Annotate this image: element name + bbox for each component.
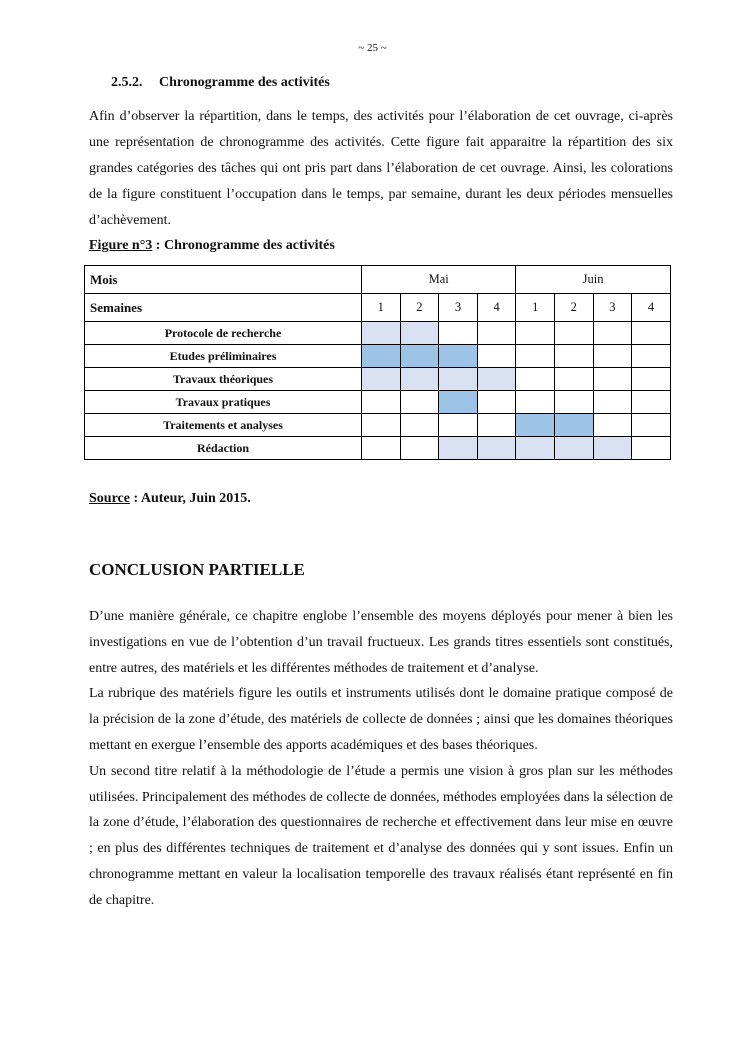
gantt-cell-empty	[362, 414, 401, 437]
gantt-cell-filled	[477, 437, 516, 460]
gantt-cell-empty	[632, 345, 671, 368]
week-header: 1	[516, 294, 555, 322]
conclusion-paragraph: La rubrique des matériels figure les outils et instruments utilisés dont le domaine pratique composé de la précision de la zone d’étude, des matériels de collecte de données ; ainsi que les domaines théoriques mettant en exergue l’ensemble des apports académiques et des bases théoriques.	[89, 686, 673, 753]
gantt-cell-empty	[477, 414, 516, 437]
gantt-task-row	[85, 437, 671, 460]
task-name: Travaux théoriques	[85, 368, 362, 391]
gantt-cell-empty	[477, 391, 516, 414]
figure-caption	[89, 238, 335, 254]
gantt-cell-empty	[477, 345, 516, 368]
conclusion-title: CONCLUSION PARTIELLE	[89, 560, 305, 579]
month-mai: Mai	[362, 266, 516, 294]
gantt-task-row	[85, 345, 671, 368]
intro-paragraph: Afin d’observer la répartition, dans le temps, des activités pour l’élaboration de cet ouvrage, ci-après une représentation de chronogramme des activités. Cette figure fait apparaitre la répartition des six grandes catégories des tâches qui ont pris part dans l’élaboration de cet ouvrage. Ainsi, les colorations de la figure constituent l’occupation dans le temps, par semaine, durant les deux périodes mensuelles d’achèvement.	[89, 109, 673, 228]
gantt-task-row	[85, 414, 671, 437]
week-header: 3	[593, 294, 632, 322]
gantt-cell-empty	[439, 322, 478, 345]
week-header: 4	[477, 294, 516, 322]
source-text: : Auteur, Juin 2015.	[129, 491, 251, 506]
page-number: ~ 25 ~	[358, 42, 387, 54]
week-header: 1	[362, 294, 401, 322]
gantt-cell-empty	[554, 391, 593, 414]
gantt-cell-empty	[593, 368, 632, 391]
section-heading	[111, 75, 330, 91]
gantt-cell-empty	[554, 368, 593, 391]
weeks-label: Semaines	[85, 294, 362, 322]
gantt-cell-empty	[516, 391, 555, 414]
gantt-cell-empty	[632, 437, 671, 460]
figure-label: Figure n°3	[89, 238, 153, 253]
months-label: Mois	[85, 266, 362, 294]
week-header: 2	[400, 294, 439, 322]
gantt-cell-empty	[632, 414, 671, 437]
gantt-cell-empty	[516, 322, 555, 345]
figure-caption-text: : Chronogramme des activités	[152, 238, 335, 253]
week-header: 3	[439, 294, 478, 322]
gantt-cell-empty	[400, 414, 439, 437]
gantt-cell-empty	[593, 414, 632, 437]
section-title: Chronogramme des activités	[159, 75, 330, 90]
week-header: 2	[554, 294, 593, 322]
task-name: Etudes préliminaires	[85, 345, 362, 368]
task-name: Rédaction	[85, 437, 362, 460]
conclusion-body	[89, 604, 673, 914]
gantt-cell-empty	[593, 391, 632, 414]
gantt-cell-filled	[362, 368, 401, 391]
gantt-task-row	[85, 322, 671, 345]
gantt-cell-filled	[400, 368, 439, 391]
gantt-cell-filled	[362, 345, 401, 368]
gantt-cell-empty	[362, 437, 401, 460]
gantt-cell-filled	[362, 322, 401, 345]
section-number: 2.5.2.	[111, 75, 143, 90]
weeks-row	[85, 294, 671, 322]
gantt-cell-filled	[439, 437, 478, 460]
gantt-cell-empty	[439, 414, 478, 437]
gantt-cell-filled	[400, 345, 439, 368]
gantt-cell-empty	[554, 322, 593, 345]
gantt-cell-empty	[362, 391, 401, 414]
gantt-cell-filled	[477, 368, 516, 391]
gantt-cell-empty	[400, 437, 439, 460]
gantt-task-row	[85, 368, 671, 391]
gantt-cell-filled	[516, 437, 555, 460]
gantt-chart-table	[84, 265, 671, 460]
gantt-cell-empty	[593, 322, 632, 345]
gantt-cell-filled	[554, 414, 593, 437]
gantt-cell-empty	[400, 391, 439, 414]
gantt-cell-filled	[439, 345, 478, 368]
gantt-cell-empty	[593, 345, 632, 368]
week-header: 4	[632, 294, 671, 322]
gantt-task-row	[85, 391, 671, 414]
months-row	[85, 266, 671, 294]
gantt-cell-filled	[400, 322, 439, 345]
source-label: Source	[89, 491, 130, 506]
month-juin: Juin	[516, 266, 670, 294]
gantt-cell-filled	[516, 414, 555, 437]
gantt-cell-empty	[516, 345, 555, 368]
gantt-cell-empty	[632, 391, 671, 414]
gantt-cell-filled	[593, 437, 632, 460]
source-line	[89, 491, 251, 507]
gantt-cell-empty	[632, 368, 671, 391]
task-name: Traitements et analyses	[85, 414, 362, 437]
gantt-cell-empty	[632, 322, 671, 345]
conclusion-paragraph: Un second titre relatif à la méthodologie de l’étude a permis une vision à gros plan sur les méthodes utilisées. Principalement des méthodes de collecte de données, méthodes employées dans la sélection de la zone d’étude, l’élaboration des questionnaires de recherche et effectivement dans leur mise en œuvre ; en plus des différentes techniques de traitement et d’analyse des données qui y sont issues. Enfin un chronogramme mettant en valeur la localisation temporelle des travaux réalisés étant représenté en fin de chapitre.	[89, 763, 673, 908]
task-name: Protocole de recherche	[85, 322, 362, 345]
conclusion-paragraph: D’une manière générale, ce chapitre englobe l’ensemble des moyens déployés pour mener à bien les investigations en vue de l’obtention d’un travail fructueux. Les grands titres essentiels sont constitués, entre autres, des matériels et les différentes méthodes de traitement et d’analyse.	[89, 609, 673, 676]
gantt-cell-empty	[554, 345, 593, 368]
task-name: Travaux pratiques	[85, 391, 362, 414]
gantt-cell-empty	[516, 368, 555, 391]
gantt-cell-filled	[439, 368, 478, 391]
gantt-cell-filled	[439, 391, 478, 414]
gantt-cell-filled	[554, 437, 593, 460]
gantt-cell-empty	[477, 322, 516, 345]
